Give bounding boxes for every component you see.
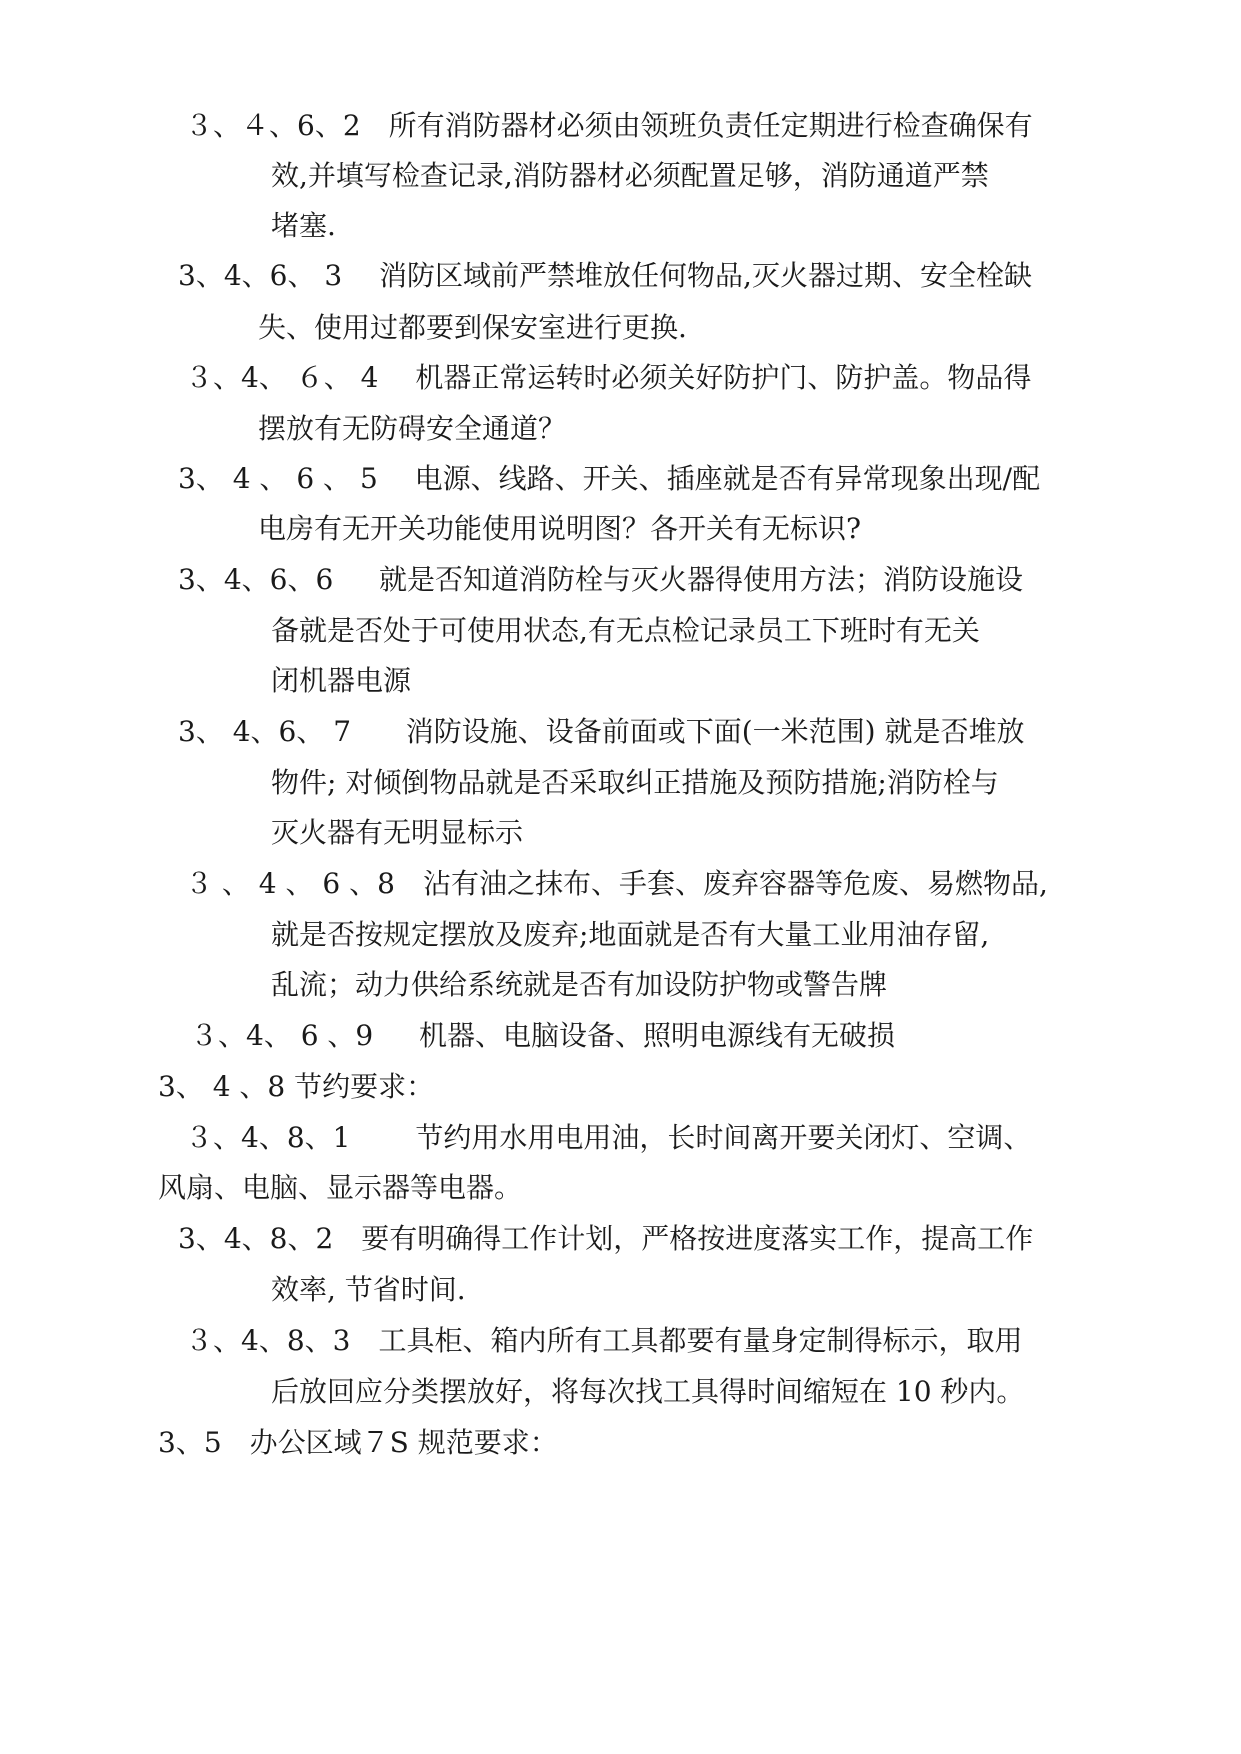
text-line: 效率, 节省时间. [271,1273,466,1306]
text-line: ３、4、8、3 工具柜、箱内所有工具都要有量身定制得标示，取用 [185,1324,1023,1357]
text-line: 3、4、8、2 要有明确得工作计划，严格按进度落实工作，提高工作 [178,1222,1034,1255]
text-line: 3、4、6、 3 消防区域前严禁堆放任何物品,灭火器过期、安全栓缺 [178,259,1032,292]
text-line: 摆放有无防碍安全通道？ [258,412,567,445]
text-line: 闭机器电源 [271,664,412,697]
text-line: 3、4、6、6 就是否知道消防栓与灭火器得使用方法；消防设施设 [178,563,1024,596]
text-line: ３ 、 4 、 6 、8 沾有油之抹布、手套、废弃容器等危废、易燃物品, [185,867,1048,900]
text-line: 后放回应分类摆放好，将每次找工具得时间缩短在 10 秒内。 [271,1375,1025,1408]
text-line: 效,并填写检查记录,消防器材必须配置足够，消防通道严禁 [271,159,989,192]
text-line: 风扇、电脑、显示器等电器。 [158,1171,523,1204]
text-line: 备就是否处于可使用状态,有无点检记录员工下班时有无关 [271,614,980,647]
text-line: 3、 4 、 6 、 5 电源、线路、开关、插座就是否有异常现象出现/配 [178,462,1041,495]
section-heading: 3、5 办公区域７S 规范要求： [158,1426,558,1459]
text-line: ３、4、8、1 节约用水用电用油，长时间离开要关闭灯、空调、 [185,1121,1032,1154]
text-line: 就是否按规定摆放及废弃;地面就是否有大量工业用油存留, [271,918,990,951]
text-line: ３、4、 ６、 4 机器正常运转时必须关好防护门、防护盖。物品得 [185,361,1032,394]
text-line: ３、4、 6 、9 机器、电脑设备、照明电源线有无破损 [190,1019,896,1052]
text-line: 灭火器有无明显标示 [271,816,524,849]
text-line: 电房有无开关功能使用说明图？各开关有无标识? [258,512,862,545]
text-line: 失、使用过都要到保安室进行更换. [258,311,687,344]
text-line: 堵塞. [271,209,336,242]
text-line: ３、４、6、2 所有消防器材必须由领班负责任定期进行检查确保有 [185,109,1033,142]
section-heading: 3、 4 、8 节约要求： [158,1070,435,1103]
text-line: 物件; 对倾倒物品就是否采取纠正措施及预防措施;消防栓与 [271,766,999,799]
text-line: 3、 4、6、 7 消防设施、设备前面或下面(一米范围) 就是否堆放 [178,715,1025,748]
text-line: 乱流；动力供给系统就是否有加设防护物或警告牌 [271,968,888,1001]
